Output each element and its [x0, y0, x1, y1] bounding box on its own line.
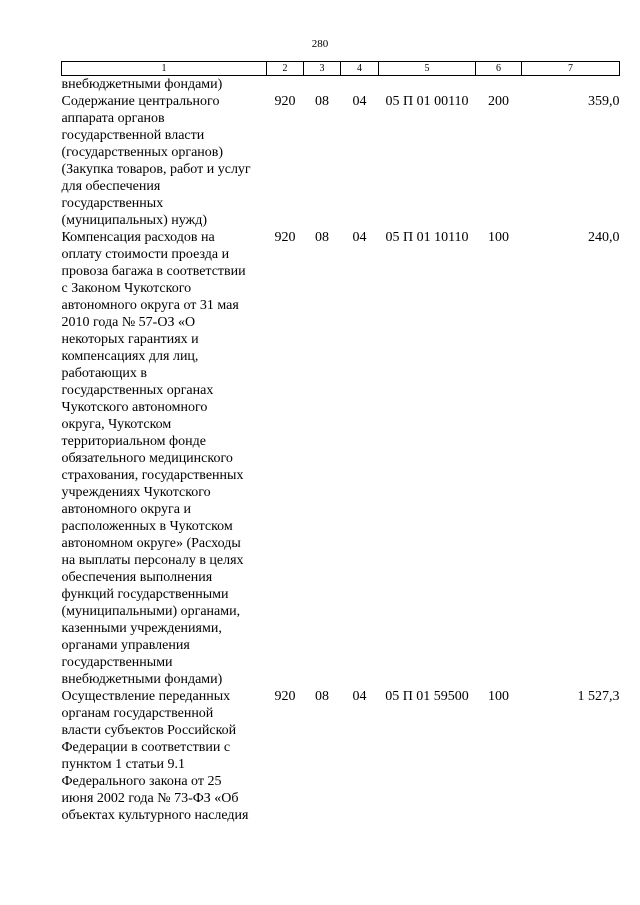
- description-line: Содержание центрального: [61, 94, 220, 109]
- target-article-code: 05 П 01 00110: [385, 94, 469, 109]
- description-line: обязательного медицинского: [61, 451, 233, 466]
- expense-type-code: 200: [488, 94, 509, 109]
- ministry-code: 920: [274, 94, 296, 109]
- description-line: с Законом Чукотского: [61, 281, 192, 296]
- row-description: [62, 229, 267, 688]
- description-line: объектах культурного наследия: [61, 808, 249, 823]
- subsection-code: 04: [352, 689, 367, 704]
- description-line: июня 2002 года № 73-ФЗ «Об: [61, 791, 239, 806]
- description-line: 2010 года № 57-ОЗ «О: [61, 315, 196, 330]
- column-header-row: [62, 62, 620, 76]
- target-article-code: 05 П 01 59500: [385, 689, 469, 704]
- description-line: аппарата органов: [61, 111, 165, 126]
- description-line: Чукотского автономного: [61, 400, 208, 415]
- description-line: на выплаты персоналу в целях: [61, 553, 244, 568]
- description-line: автономного округа и: [61, 502, 191, 517]
- table-row: [62, 688, 620, 824]
- column-header: 6: [476, 62, 522, 76]
- description-line: Осуществление переданных: [61, 689, 231, 704]
- description-line: государственных органах: [61, 383, 214, 398]
- description-line: Федерального закона от 25: [61, 774, 222, 789]
- row-description: [62, 688, 267, 824]
- description-line: работающих в: [61, 366, 147, 381]
- description-line: для обеспечения: [61, 179, 161, 194]
- description-line: автономном округе» (Расходы: [61, 536, 241, 551]
- description-line: государственной власти: [61, 128, 205, 143]
- section-code: 08: [315, 689, 329, 704]
- description-line: государственных: [61, 196, 164, 211]
- section-code: 08: [315, 94, 329, 109]
- subsection-code: 04: [352, 94, 367, 109]
- column-header: 5: [379, 62, 476, 76]
- description-line: Федерации в соответствии с: [61, 740, 231, 755]
- table-row: [62, 93, 620, 229]
- description-line: компенсациях для лиц,: [61, 349, 199, 364]
- amount-value: 1 527,3: [577, 689, 620, 704]
- description-line: органам государственной: [61, 706, 214, 721]
- description-line: внебюджетными фондами): [61, 672, 223, 687]
- ministry-code: 920: [274, 689, 296, 704]
- page-number: 280: [311, 38, 329, 50]
- column-header: 3: [304, 62, 341, 76]
- description-line: Компенсация расходов на: [61, 230, 215, 245]
- amount-value: 359,0: [588, 94, 620, 109]
- continuation-row: [62, 76, 620, 94]
- table-row: [62, 229, 620, 688]
- section-code: 08: [315, 230, 329, 245]
- description-line: власти субъектов Российской: [61, 723, 237, 738]
- continuation-text: внебюджетными фондами): [61, 77, 223, 92]
- description-line: казенными учреждениями,: [61, 621, 222, 636]
- expense-type-code: 100: [488, 230, 509, 245]
- description-line: государственными: [61, 655, 173, 670]
- description-line: округа, Чукотском: [61, 417, 172, 432]
- description-line: провоза багажа в соответствии: [61, 264, 246, 279]
- amount-value: 240,0: [588, 230, 620, 245]
- description-line: обеспечения выполнения: [61, 570, 213, 585]
- budget-table: [61, 61, 620, 824]
- description-line: территориальном фонде: [61, 434, 206, 449]
- description-line: учреждениях Чукотского: [61, 485, 211, 500]
- description-line: пунктом 1 статьи 9.1: [61, 757, 185, 772]
- column-header: 1: [62, 62, 267, 76]
- column-header: 4: [341, 62, 379, 76]
- row-description: [62, 93, 267, 229]
- description-line: автономного округа от 31 мая: [61, 298, 239, 313]
- ministry-code: 920: [274, 230, 296, 245]
- description-line: некоторых гарантиях и: [61, 332, 199, 347]
- description-line: (муниципальными) органами,: [61, 604, 241, 619]
- description-line: страхования, государственных: [61, 468, 244, 483]
- subsection-code: 04: [352, 230, 367, 245]
- target-article-code: 05 П 01 10110: [385, 230, 469, 245]
- description-line: оплату стоимости проезда и: [61, 247, 230, 262]
- description-line: органами управления: [61, 638, 190, 653]
- column-header: 2: [267, 62, 304, 76]
- description-line: (Закупка товаров, работ и услуг: [61, 162, 251, 177]
- column-header: 7: [522, 62, 620, 76]
- expense-type-code: 100: [488, 689, 509, 704]
- description-line: (муниципальных) нужд): [61, 213, 208, 228]
- description-line: расположенных в Чукотском: [61, 519, 233, 534]
- description-line: функций государственными: [61, 587, 229, 602]
- description-line: (государственных органов): [61, 145, 224, 160]
